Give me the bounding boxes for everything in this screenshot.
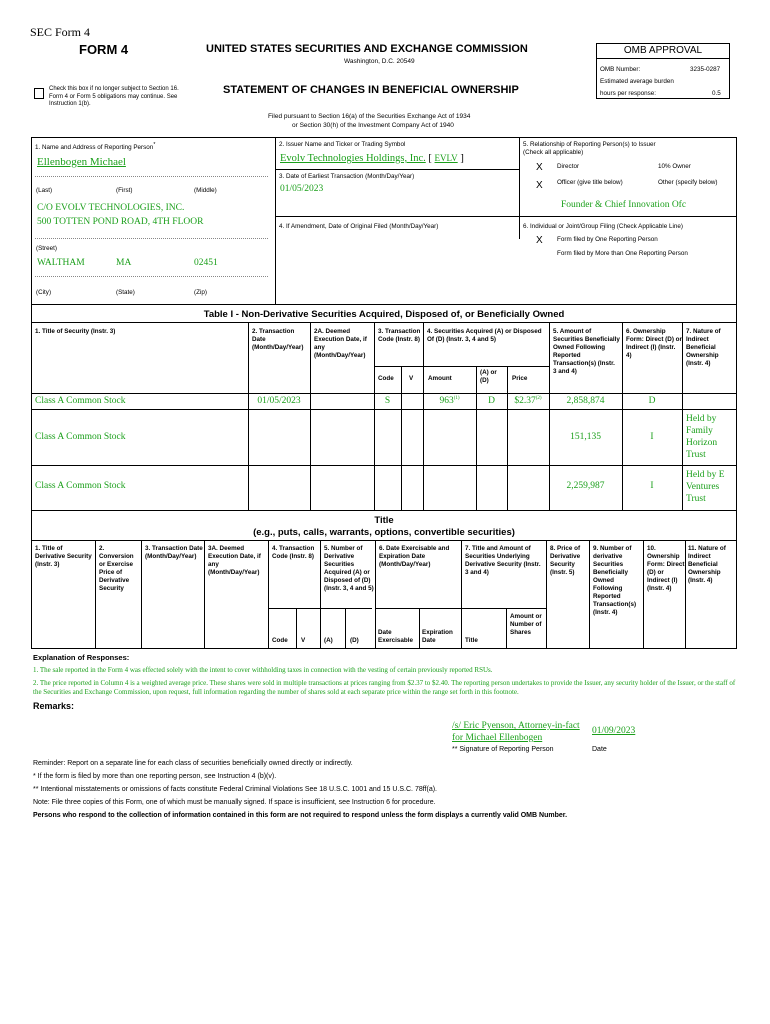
t1-row1-ad: D xyxy=(488,396,495,406)
t2-expiration-date: Expiration Date xyxy=(422,629,453,644)
t1-row1-amount: 963$^{(1)}$ xyxy=(439,396,460,407)
t2-code: Code xyxy=(272,637,288,644)
state-value: MA xyxy=(116,258,132,268)
box5-label-1: 5. Relationship of Reporting Person(s) to Issuer xyxy=(523,141,656,148)
footnote-1: 1. The sale reported in the Form 4 was effected solely with the intent to cover withholding taxes in connection with the vesting of certain previously reported RSUs. xyxy=(33,666,493,674)
omb-burden-label: Estimated average burden xyxy=(600,78,674,85)
issuer-line: Evolv Technologies Holdings, Inc. [ EVLV ] xyxy=(280,153,464,164)
footer-omb-notice: Persons who respond to the collection of information contained in this form are not required to respond unless the form displays a currently valid OMB Number. xyxy=(33,812,568,819)
city-label: (City) xyxy=(36,289,52,296)
box2-label: 2. Issuer Name and Ticker or Trading Symbol xyxy=(279,141,406,148)
t2-h8: 8. Price of Derivative Security (Instr. 5) xyxy=(550,545,581,576)
checkbox-text: Check this box if no longer subject to Section 16. Form 4 or Form 5 obligations may continue. See Instruction 1(b). xyxy=(49,86,179,107)
agency-name: UNITED STATES SECURITIES AND EXCHANGE COMMISSION xyxy=(206,43,528,55)
t2-d: (D) xyxy=(350,637,359,644)
t1-row2-form: I xyxy=(650,432,654,442)
t2-v: V xyxy=(301,637,306,644)
t2-h6: 6. Date Exercisable and Expiration Date (Month/Day/Year) xyxy=(379,545,450,568)
t1-row1-code: S xyxy=(384,396,391,406)
omb-hours-label: hours per response: xyxy=(600,90,657,97)
no-longer-subject-checkbox[interactable] xyxy=(34,88,44,99)
t1-row1-owned: 2,858,874 xyxy=(566,396,605,406)
t2-amount-shares: Amount or Number of Shares xyxy=(510,613,542,636)
officer-title: Founder & Chief Innovation Ofc xyxy=(561,200,687,210)
explanation-label: Explanation of Responses: xyxy=(33,653,130,662)
director-check[interactable]: X xyxy=(536,162,543,173)
last-label: (Last) xyxy=(36,187,53,194)
zip-value: 02451 xyxy=(194,258,218,268)
one-person-label: Form filed by One Reporting Person xyxy=(557,236,658,243)
first-label: (First) xyxy=(116,187,133,194)
t1-row2-owned: 151,135 xyxy=(570,432,601,442)
box5-label-2: (Check all applicable) xyxy=(523,149,584,156)
t1-row1-title: Class A Common Stock xyxy=(35,396,126,406)
t1-row2-title: Class A Common Stock xyxy=(35,432,126,442)
t1-h5: 5. Amount of Securities Beneficially Owned Following Reported Transaction(s) (Instr. 3 and 4) xyxy=(553,328,620,375)
other-label: Other (specify below) xyxy=(658,179,718,186)
t2-title: Title xyxy=(465,637,478,644)
reporting-person-name[interactable]: Ellenbogen Michael xyxy=(37,156,126,168)
statement-title: STATEMENT OF CHANGES IN BENEFICIAL OWNERSHIP xyxy=(223,84,519,96)
form-number: FORM 4 xyxy=(79,42,129,57)
t1-h7: 7. Nature of Indirect Beneficial Ownership (Instr. 4) xyxy=(686,328,721,367)
signature-date: 01/09/2023 xyxy=(592,726,636,736)
earliest-transaction-date: 01/05/2023 xyxy=(280,184,324,194)
t1-ad: (A) or (D) xyxy=(480,369,497,384)
t2-h11: 11. Nature of Indirect Beneficial Ownership (Instr. 4) xyxy=(688,545,726,584)
omb-hours: 0.5 xyxy=(712,90,721,97)
issuer-name[interactable]: Evolv Technologies Holdings, Inc. xyxy=(280,153,426,164)
ten-percent-owner-label: 10% Owner xyxy=(658,163,691,170)
table1-title: Table I - Non-Derivative Securities Acquired, Disposed of, or Beneficially Owned xyxy=(203,309,565,320)
agency-city: Washington, D.C. 20549 xyxy=(344,58,415,65)
director-label: Director xyxy=(557,163,580,170)
table2-title: Title xyxy=(374,515,394,526)
filed-pursuant-1: Filed pursuant to Section 16(a) of the Securities Exchange Act of 1934 xyxy=(268,113,471,120)
filed-pursuant-2: or Section 30(h) of the Investment Company Act of 1940 xyxy=(292,122,454,129)
t2-date-exercisable: Date Exercisable xyxy=(378,629,414,644)
t1-row3-form: I xyxy=(650,481,654,491)
one-person-check[interactable]: X xyxy=(536,235,543,246)
t2-h2: 2. Conversion or Exercise Price of Derivative Security xyxy=(99,545,134,592)
t1-row3-nature: Held by E Ventures Trust xyxy=(686,470,725,504)
box6-label: 6. Individual or Joint/Group Filing (Check Applicable Line) xyxy=(523,223,683,230)
officer-label: Officer (give title below) xyxy=(557,179,623,186)
t1-h3: 3. Transaction Code (Instr. 8) xyxy=(378,328,421,343)
address-line-2: 500 TOTTEN POND ROAD, 4TH FLOOR xyxy=(37,217,204,227)
ticker-symbol[interactable]: EVLV xyxy=(434,153,458,163)
t1-row1-form: D xyxy=(648,396,656,406)
footer-multiple-persons: * If the form is filed by more than one reporting person, see Instruction 4 (b)(v). xyxy=(33,773,277,780)
state-label: (State) xyxy=(116,289,135,296)
t2-a: (A) xyxy=(324,637,333,644)
t2-h4: 4. Transaction Code (Instr. 8) xyxy=(272,545,315,560)
box1-label: 1. Name and Address of Reporting Person* xyxy=(35,142,156,152)
more-persons-label: Form filed by More than One Reporting Person xyxy=(557,250,688,257)
zip-label: (Zip) xyxy=(194,289,207,296)
table2-subtitle: (e.g., puts, calls, warrants, options, convertible securities) xyxy=(253,527,515,538)
omb-title: OMB APPROVAL xyxy=(596,43,730,59)
t1-h6: 6. Ownership Form: Direct (D) or Indirect (I) (Instr. 4) xyxy=(626,328,682,359)
city-value: WALTHAM xyxy=(37,258,85,268)
middle-label: (Middle) xyxy=(194,187,217,194)
t1-v: V xyxy=(409,375,414,382)
officer-check[interactable]: X xyxy=(536,180,543,191)
omb-number-label: OMB Number: xyxy=(600,66,641,73)
t2-h3a: 3A. Deemed Execution Date, if any (Month/Day/Year) xyxy=(208,545,261,576)
signature-line-2: for Michael Ellenbogen xyxy=(452,733,543,743)
date-label: Date xyxy=(592,746,607,753)
address-line-1: C/O EVOLV TECHNOLOGIES, INC. xyxy=(37,203,185,213)
omb-number: 3235-0287 xyxy=(690,66,721,73)
t1-h1: 1. Title of Security (Instr. 3) xyxy=(35,328,116,335)
box4-label: 4. If Amendment, Date of Original Filed (Month/Day/Year) xyxy=(279,223,439,230)
t1-row1-price: $2.37$^{(2)}$ xyxy=(514,396,542,407)
t2-h3: 3. Transaction Date (Month/Day/Year) xyxy=(145,545,203,560)
footer-misstatements: ** Intentional misstatements or omissions of facts constitute Federal Criminal Violations See 18 U.S.C. 1001 and 15 U.S.C. 78ff(a). xyxy=(33,786,437,793)
signature-label: ** Signature of Reporting Person xyxy=(452,746,554,753)
t2-h9: 9. Number of derivative Securities Beneficially Owned Following Reported Transaction(s) (Instr. 4) xyxy=(593,545,637,616)
t2-h7: 7. Title and Amount of Securities Underlying Derivative Security (Instr. 3 and 4) xyxy=(465,545,541,576)
t1-code: Code xyxy=(378,375,394,382)
box3-label: 3. Date of Earliest Transaction (Month/Day/Year) xyxy=(279,173,415,180)
footnote-2: 2. The price reported in Column 4 is a weighted average price. These shares were sold in multiple transactions at prices ranging from $2.37 to $2.40. The reporting person undertakes to provide the Issuer, any security holder of the Issuer, or the staff of the Securities and Exchange Commission, upon request, full information regarding the number of shares sold at each separate price within the range set forth in this footnote. xyxy=(33,679,736,696)
t2-h10: 10. Ownership Form: Direct (D) or Indirect (I) (Instr. 4) xyxy=(647,545,685,592)
t1-row3-owned: 2,259,987 xyxy=(566,481,605,491)
remarks-label: Remarks: xyxy=(33,701,75,711)
sec-form-label: SEC Form 4 xyxy=(30,25,91,39)
t2-h1: 1. Title of Derivative Security (Instr. 3) xyxy=(35,545,92,568)
t1-row2-nature: Held by Family Horizon Trust xyxy=(686,414,718,460)
footer-note: Note: File three copies of this Form, one of which must be manually signed. If space is insufficient, see Instruction 6 for procedure. xyxy=(33,799,436,806)
footer-reminder: Reminder: Report on a separate line for each class of securities beneficially owned directly or indirectly. xyxy=(33,760,353,767)
t1-h4: 4. Securities Acquired (A) or Disposed Of (D) (Instr. 3, 4 and 5) xyxy=(427,328,542,343)
t1-amount: Amount xyxy=(428,375,452,382)
t1-row3-title: Class A Common Stock xyxy=(35,481,126,491)
t1-h2: 2. Transaction Date (Month/Day/Year) xyxy=(252,328,304,351)
t1-price: Price xyxy=(512,375,528,382)
t1-h2a: 2A. Deemed Execution Date, if any (Month/Day/Year) xyxy=(314,328,367,359)
signature-line-1: /s/ Eric Pyenson, Attorney-in-fact xyxy=(452,721,580,731)
street-label: (Street) xyxy=(36,245,57,252)
t1-row1-date: 01/05/2023 xyxy=(257,396,301,406)
t2-h5: 5. Number of Derivative Securities Acquired (A) or Disposed of (D) (Instr. 3, 4 and 5) xyxy=(324,545,374,592)
